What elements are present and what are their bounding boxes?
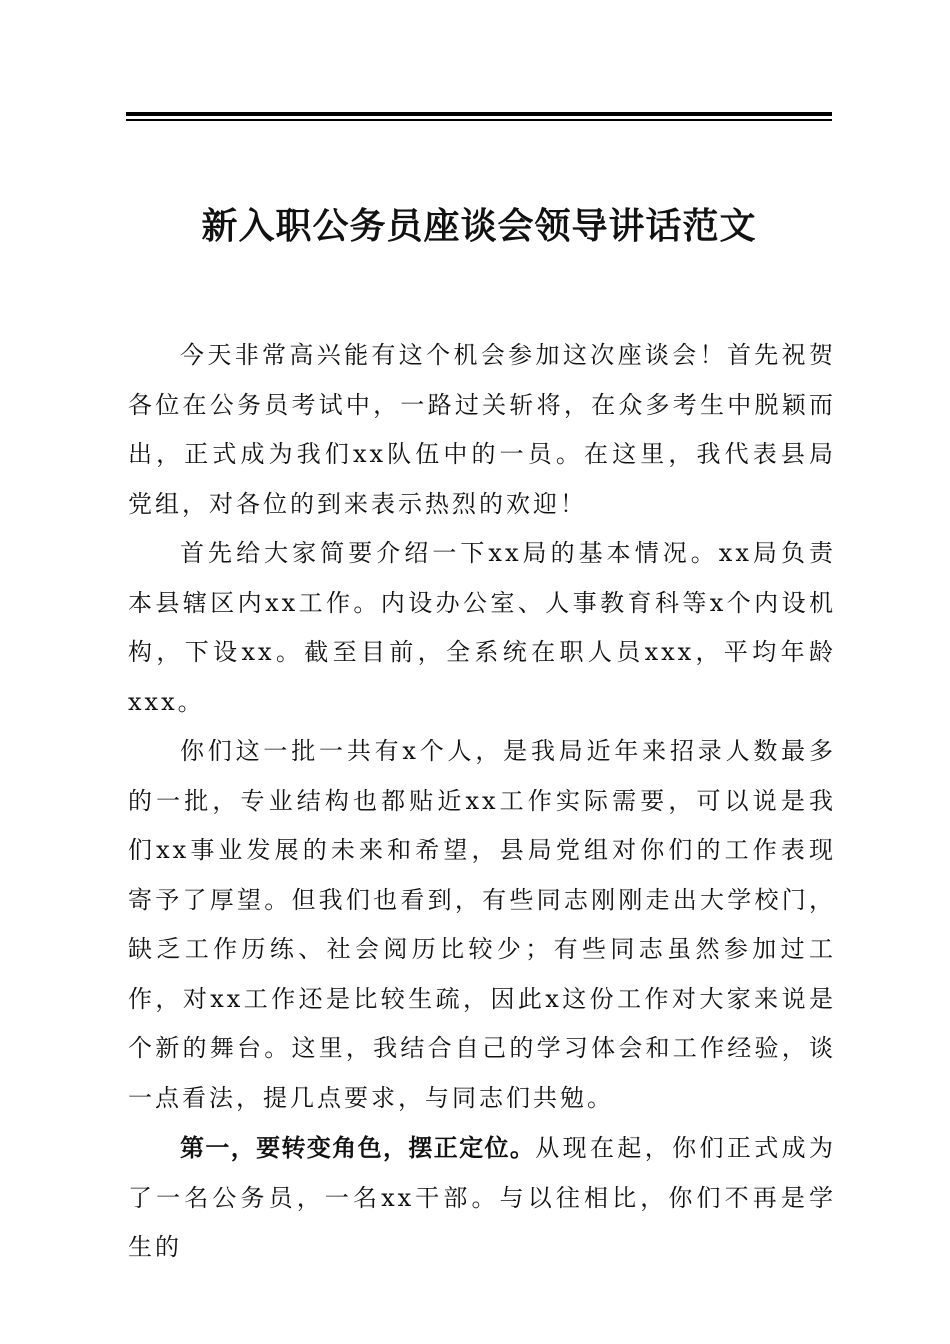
- paragraph-4: [128, 1123, 836, 1273]
- paragraph-3: [128, 727, 836, 1123]
- document-body: [128, 331, 836, 1273]
- paragraph-4-text: 从现在起，你们正式成为了一名公务员，一名xx干部。与以往相比，你们不再是学生的: [128, 1134, 836, 1261]
- paragraph-1: [128, 331, 836, 529]
- header-rule-thin: [126, 119, 832, 121]
- paragraph-3-text: 你们这一批一共有x个人，是我局近年来招录人数最多的一批，专业结构也都贴近xx工作实际需要，可以说是我们xx事业发展的未来和希望，县局党组对你们的工作表现寄予了厚望。但我们也看到，有些同志刚刚走出大学校门，缺乏工作历练、社会阅历比较少；有些同志虽然参加过工作，对xx工作还是比较生疏，因此x这份工作对大家来说是个新的舞台。这里，我结合自己的学习体会和工作经验，谈一点看法，提几点要求，与同志们共勉。: [128, 737, 836, 1112]
- paragraph-2: [128, 529, 836, 727]
- paragraph-4-heading: 第一，要转变角色，摆正定位。: [180, 1133, 536, 1162]
- header-rule-thick: [126, 112, 832, 116]
- document-title: 新入职公务员座谈会领导讲话范文: [201, 205, 757, 247]
- paragraph-1-text: 今天非常高兴能有这个机会参加这次座谈会！首先祝贺各位在公务员考试中，一路过关斩将，在众多考生中脱颖而出，正式成为我们xx队伍中的一员。在这里，我代表县局党组，对各位的到来表示热烈的欢迎！: [128, 341, 836, 518]
- paragraph-2-text: 首先给大家简要介绍一下xx局的基本情况。xx局负责本县辖区内xx工作。内设办公室、人事教育科等x个内设机构，下设xx。截至目前，全系统在职人员xxx，平均年龄xxx。: [128, 539, 836, 716]
